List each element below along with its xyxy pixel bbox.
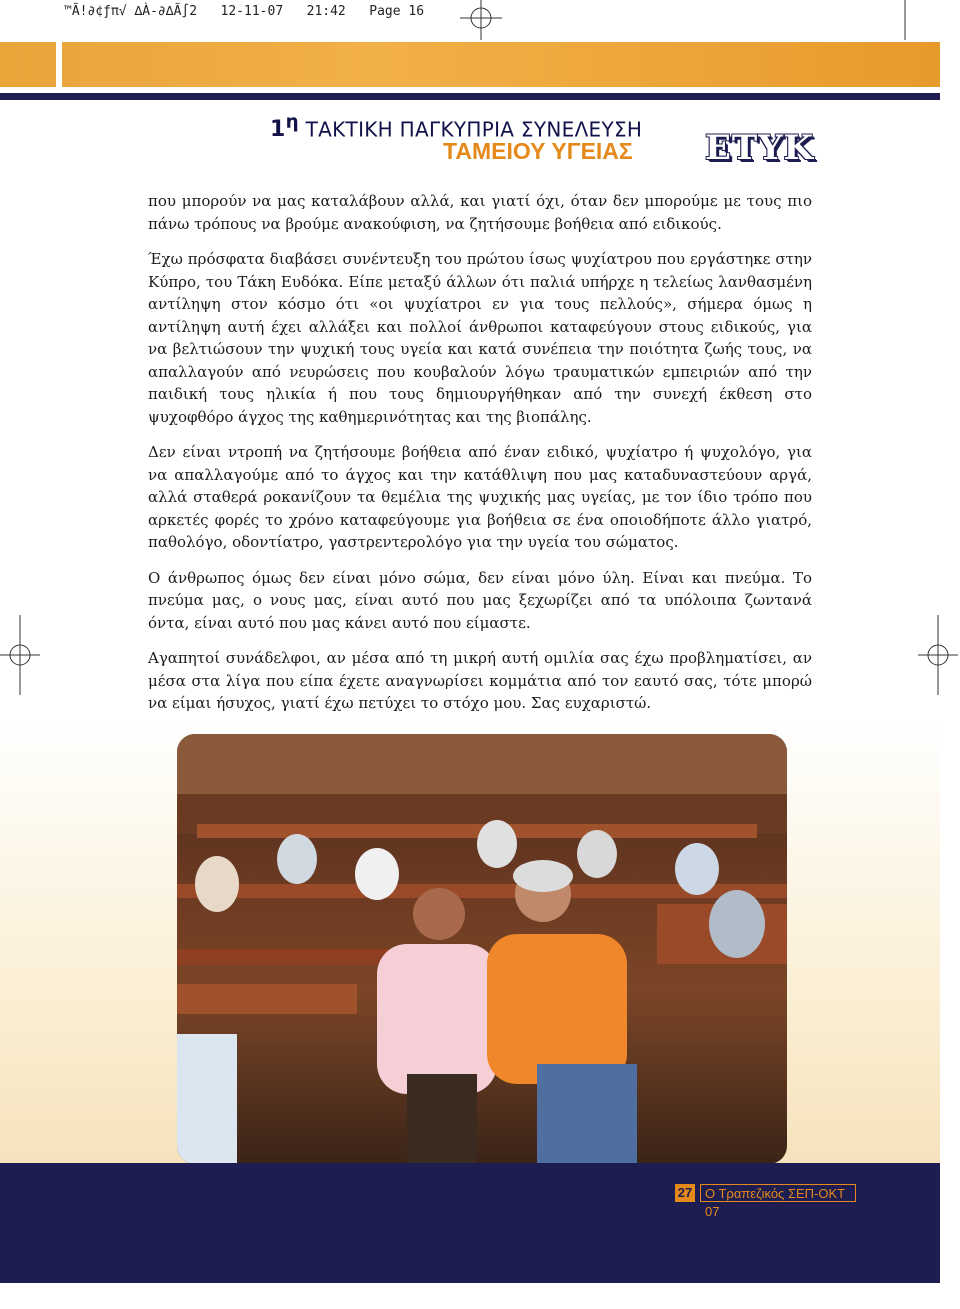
navy-rule xyxy=(0,93,940,100)
header-band-gap xyxy=(56,42,62,87)
magazine-issue-label: Ο Τραπεζικός ΣΕΠ-ΟΚΤ 07 xyxy=(700,1184,856,1202)
paragraph: Δεν είναι ντροπή να ζητήσουμε βοήθεια από έναν ειδικό, ψυχίατρο ή ψυχολόγο, για να απαλλαγούμε από το άγχος και την κατάθλιψη που μας καταδυναστεύουν αργά, αλλά σταθερά ροκανίζουν τα θεμέλια της ψυχικής μας υγείας, με τον ίδιο τρόπο που αρκετές φορές το χρόνο καταφεύγουμε για βοήθεια σε ένα οποιοδήποτε άλλο γιατρό, παθολόγο, οδοντίατρο, γαστρεντερολόγο για την υγεία του σώματος. xyxy=(148,443,812,551)
registration-mark-top xyxy=(460,0,502,40)
paragraph: Έχω πρόσφατα διαβάσει συνέντευξη του πρώτου ίσως ψυχίατρου που εργάστηκε στην Κύπρο, του Τάκη Ευδόκα. Είπε μεταξύ άλλων ότι παλιά υπήρχε η τελείως λανθασμένη αντίληψη στον κόσμο ότι «οι ψυχίατροι εν για τους πελλούς», σήμερα όμως η αντίληψη αυτή έχει αλλάξει και πολλοί άνθρωποι καταφεύγουν στους ειδικούς, για να βελτιώσουν την ψυχική τους υγεία και κατά συνέπεια την ποιότητα ζωής τους, να απαλλαγούν από νευρώσεις που κουβαλούν λόγω τραυματικών εμπειριών από την παιδική τους ηλικία ή που τους δημιουργήθηκαν από την συνεχή έκθεση στο ψυχοφθόρο άγχος της καθημερινότητας και της βιοπάλης. xyxy=(148,250,812,426)
meeting-photo-illustration xyxy=(177,734,787,1164)
etyk-logo: ΕΤΥΚ xyxy=(705,128,815,168)
title-text: ΤΑΚΤΙΚΗ ΠΑΓΚΥΠΡΙΑ ΣΥΝΕΛΕΥΣΗ xyxy=(305,117,643,142)
article-body xyxy=(148,190,812,728)
registration-mark-right xyxy=(918,615,958,695)
registration-mark-left xyxy=(0,615,40,695)
article-title-line2: ΤΑΜΕΙΟΥ ΥΓΕΙΑΣ xyxy=(443,138,633,164)
footer-bottom-strip xyxy=(0,1283,940,1309)
print-slug: ™Ã!∂¢ƒπ√ ∆À-∂∆Ã∫2 12-11-07 21:42 Page 16 xyxy=(64,4,425,19)
footer-band xyxy=(0,1163,940,1283)
orange-header-band xyxy=(0,42,940,87)
crop-mark-top-right xyxy=(900,0,910,40)
paragraph: που μπορούν να μας καταλάβουν αλλά, και γιατί όχι, όταν δεν μπορούμε με τους πιο πάνω τρόπους να βρούμε ανακούφιση, να ζητήσουμε βοήθεια από ειδικούς. xyxy=(148,192,812,233)
page-number: 27 xyxy=(675,1184,695,1202)
meeting-photo xyxy=(177,734,787,1164)
title-ordinal: $1^\eta$ xyxy=(270,112,299,143)
paragraph: Ο άνθρωπος όμως δεν είναι μόνο σώμα, δεν είναι μόνο ύλη. Είναι και πνεύμα. Το πνεύμα μας, ο νους μας, είναι αυτό που μας ξεχωρίζει από τα υπόλοιπα ζωντανά όντα, είναι αυτό που μας κάνει αυτό που είμαστε. xyxy=(148,568,812,632)
paragraph: Αγαπητοί συνάδελφοι, αν μέσα από τη μικρή αυτή ομιλία σας έχω προβληματίσει, αν μέσα στα λίγα που είπα έχετε αναγνωρίσει κομμάτια από τον εαυτό σας, τότε μπορώ να είμαι ήσυχος, γιατί έχω πετύχει το στόχο μου. Σας ευχαριστώ. xyxy=(148,649,812,712)
